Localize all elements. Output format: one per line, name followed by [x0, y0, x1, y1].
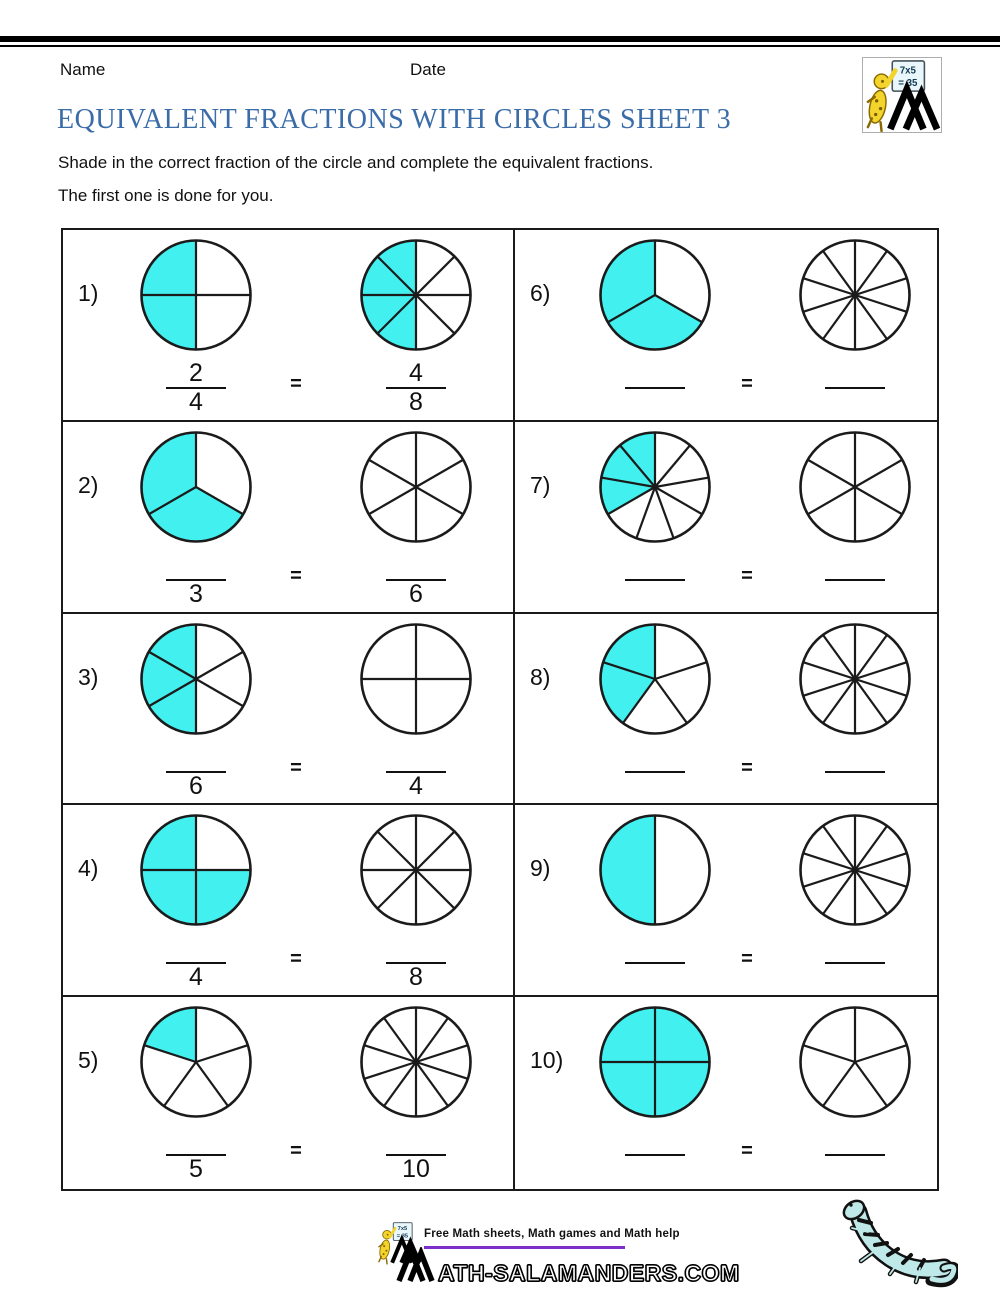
problem-4-left-fraction-numerator [161, 935, 231, 962]
top-divider-thick [0, 36, 1000, 42]
problem-5-fraction-row [63, 1127, 513, 1187]
problem-10-right-fraction-denominator [820, 1156, 890, 1183]
problem-1-left-circle [138, 237, 254, 353]
problem-2-left-fraction [161, 552, 231, 608]
svg-text:= 35: = 35 [396, 1233, 409, 1240]
name-label: Name [60, 60, 106, 79]
problem-4-cell [63, 805, 513, 997]
instruction-line-1: Shade in the correct fraction of the circle and complete the equivalent fractions. [58, 153, 654, 172]
problem-10-label: 10) [530, 1047, 564, 1074]
problem-8-left-fraction-denominator [620, 773, 690, 800]
problem-5-equals: = [290, 1140, 302, 1163]
problem-1-fraction-row [63, 360, 513, 420]
problem-1-left-fraction-numerator: 2 [189, 359, 203, 387]
problem-5-left-fraction-numerator [161, 1127, 231, 1154]
problem-7-left-circle [597, 429, 713, 545]
problem-1-left-fraction-denominator: 4 [189, 388, 203, 416]
problem-3-cell [63, 614, 513, 806]
problem-7-fraction-row [515, 552, 937, 612]
problem-5-left-fraction [161, 1127, 231, 1183]
problem-9-label: 9) [530, 855, 551, 882]
problem-7-right-fraction [820, 552, 890, 608]
problem-4-left-fraction-denominator: 4 [189, 963, 203, 992]
problem-8-cell [513, 614, 937, 806]
problem-2-equals: = [290, 564, 302, 587]
problem-1-left-fraction [161, 360, 231, 416]
problem-8-left-circle [597, 621, 713, 737]
problem-3-left-fraction [161, 744, 231, 800]
problem-1-right-circle [358, 237, 474, 353]
problem-10-left-fraction-denominator [620, 1156, 690, 1183]
worksheet-table [61, 228, 939, 1191]
problem-5-right-circle [358, 1004, 474, 1120]
math-salamanders-logo [862, 57, 942, 133]
problem-9-left-fraction-numerator [620, 935, 690, 962]
problem-9-left-fraction [620, 935, 690, 991]
problem-2-fraction-row [63, 552, 513, 612]
problem-3-label: 3) [78, 663, 99, 690]
problem-7-right-fraction-denominator [820, 581, 890, 608]
problem-5-cell [63, 997, 513, 1189]
svg-text:7x5: 7x5 [899, 65, 916, 77]
problem-9-left-fraction-denominator [620, 964, 690, 991]
instruction-line-2: The first one is done for you. [58, 186, 274, 205]
problem-10-equals: = [741, 1140, 753, 1163]
problem-8-right-fraction-numerator [820, 744, 890, 771]
problem-7-cell [513, 422, 937, 614]
problem-10-left-fraction [620, 1127, 690, 1183]
problem-2-left-fraction-numerator [161, 552, 231, 579]
svg-text:7x5: 7x5 [397, 1226, 408, 1233]
problem-2-left-fraction-denominator: 3 [189, 579, 203, 608]
svg-text:= 35: = 35 [898, 78, 918, 90]
problem-6-label: 6) [530, 280, 551, 306]
problem-4-right-fraction-denominator: 8 [409, 963, 423, 992]
problem-5-label: 5) [78, 1047, 99, 1074]
problem-3-fraction-row [63, 744, 513, 804]
site-m-glyph [396, 1247, 436, 1288]
problem-2-cell [63, 422, 513, 614]
problem-6-left-fraction-denominator [620, 389, 690, 416]
problem-7-right-circle [797, 429, 913, 545]
problem-4-label: 4) [78, 855, 99, 882]
problem-3-right-fraction [381, 744, 451, 800]
footer-site [396, 1247, 740, 1288]
problem-3-left-circle [138, 621, 254, 737]
problem-5-right-fraction-denominator: 10 [402, 1155, 430, 1184]
problem-2-right-fraction-denominator: 6 [409, 579, 423, 608]
problem-4-left-fraction [161, 935, 231, 991]
problem-3-left-fraction-numerator [161, 744, 231, 771]
problem-10-right-fraction [820, 1127, 890, 1183]
salamander-illustration [808, 1198, 958, 1293]
problem-9-right-fraction-numerator [820, 935, 890, 962]
problem-4-equals: = [290, 948, 302, 971]
problem-9-left-circle [597, 812, 713, 928]
problem-1-equals: = [290, 373, 302, 395]
problem-5-left-circle [138, 1004, 254, 1120]
problem-8-fraction-row [515, 744, 937, 804]
top-divider-thin [0, 45, 1000, 47]
problem-1-right-fraction-denominator: 8 [409, 388, 423, 416]
problem-3-left-fraction-denominator: 6 [189, 771, 203, 800]
problem-3-right-fraction-numerator [381, 744, 451, 771]
problem-7-left-fraction-denominator [620, 581, 690, 608]
problem-8-left-fraction-numerator [620, 744, 690, 771]
problem-4-right-circle [358, 812, 474, 928]
problem-10-left-fraction-numerator [620, 1127, 690, 1154]
problem-4-right-fraction [381, 935, 451, 991]
problem-7-equals: = [741, 564, 753, 587]
problem-10-left-circle [597, 1004, 713, 1120]
footer-tagline: Free Math sheets, Math games and Math help [424, 1228, 680, 1240]
problem-6-right-circle [797, 237, 913, 353]
problem-8-right-fraction [820, 744, 890, 800]
problem-1-cell [63, 230, 513, 422]
problem-9-right-fraction-denominator [820, 964, 890, 991]
problem-1-right-fraction-numerator: 4 [409, 359, 423, 387]
problem-2-right-fraction-numerator [381, 552, 451, 579]
problem-9-cell [513, 805, 937, 997]
problem-7-right-fraction-numerator [820, 552, 890, 579]
problem-7-label: 7) [530, 471, 551, 498]
problem-9-fraction-row [515, 935, 937, 995]
problem-10-right-circle [797, 1004, 913, 1120]
problem-8-right-fraction-denominator [820, 773, 890, 800]
date-label: Date [410, 60, 446, 79]
problem-4-left-circle [138, 812, 254, 928]
problem-6-cell [513, 230, 937, 422]
problem-5-left-fraction-denominator: 5 [189, 1155, 203, 1184]
problem-1-label: 1) [78, 280, 99, 306]
problem-8-label: 8) [530, 663, 551, 690]
problem-2-right-circle [358, 429, 474, 545]
problem-6-right-fraction-denominator [820, 389, 890, 416]
problem-8-right-circle [797, 621, 913, 737]
site-text: ATH-SALAMANDERS.COM [438, 1260, 740, 1286]
problem-1-right-fraction [381, 360, 451, 416]
problem-2-label: 2) [78, 471, 99, 498]
problem-7-left-fraction-numerator [620, 552, 690, 579]
problem-8-left-fraction [620, 744, 690, 800]
problem-6-right-fraction-numerator [820, 360, 890, 387]
problem-6-right-fraction [820, 360, 890, 416]
problem-9-equals: = [741, 948, 753, 971]
problem-10-fraction-row [515, 1127, 937, 1187]
problem-5-right-fraction [381, 1127, 451, 1183]
problem-3-equals: = [290, 756, 302, 779]
problem-3-right-circle [358, 621, 474, 737]
problem-2-right-fraction [381, 552, 451, 608]
problem-9-right-circle [797, 812, 913, 928]
problem-6-fraction-row [515, 360, 937, 420]
problem-9-right-fraction [820, 935, 890, 991]
problem-6-left-fraction [620, 360, 690, 416]
problem-2-left-circle [138, 429, 254, 545]
problem-8-equals: = [741, 756, 753, 779]
problem-10-right-fraction-numerator [820, 1127, 890, 1154]
problem-7-left-fraction [620, 552, 690, 608]
problem-4-right-fraction-numerator [381, 935, 451, 962]
problem-3-right-fraction-denominator: 4 [409, 771, 423, 800]
page-title: EQUIVALENT FRACTIONS WITH CIRCLES SHEET 3 [57, 104, 732, 135]
problem-4-fraction-row [63, 935, 513, 995]
problem-6-equals: = [741, 373, 753, 395]
problem-10-cell [513, 997, 937, 1189]
problem-6-left-circle [597, 237, 713, 353]
problem-6-left-fraction-numerator [620, 360, 690, 387]
problem-5-right-fraction-numerator [381, 1127, 451, 1154]
